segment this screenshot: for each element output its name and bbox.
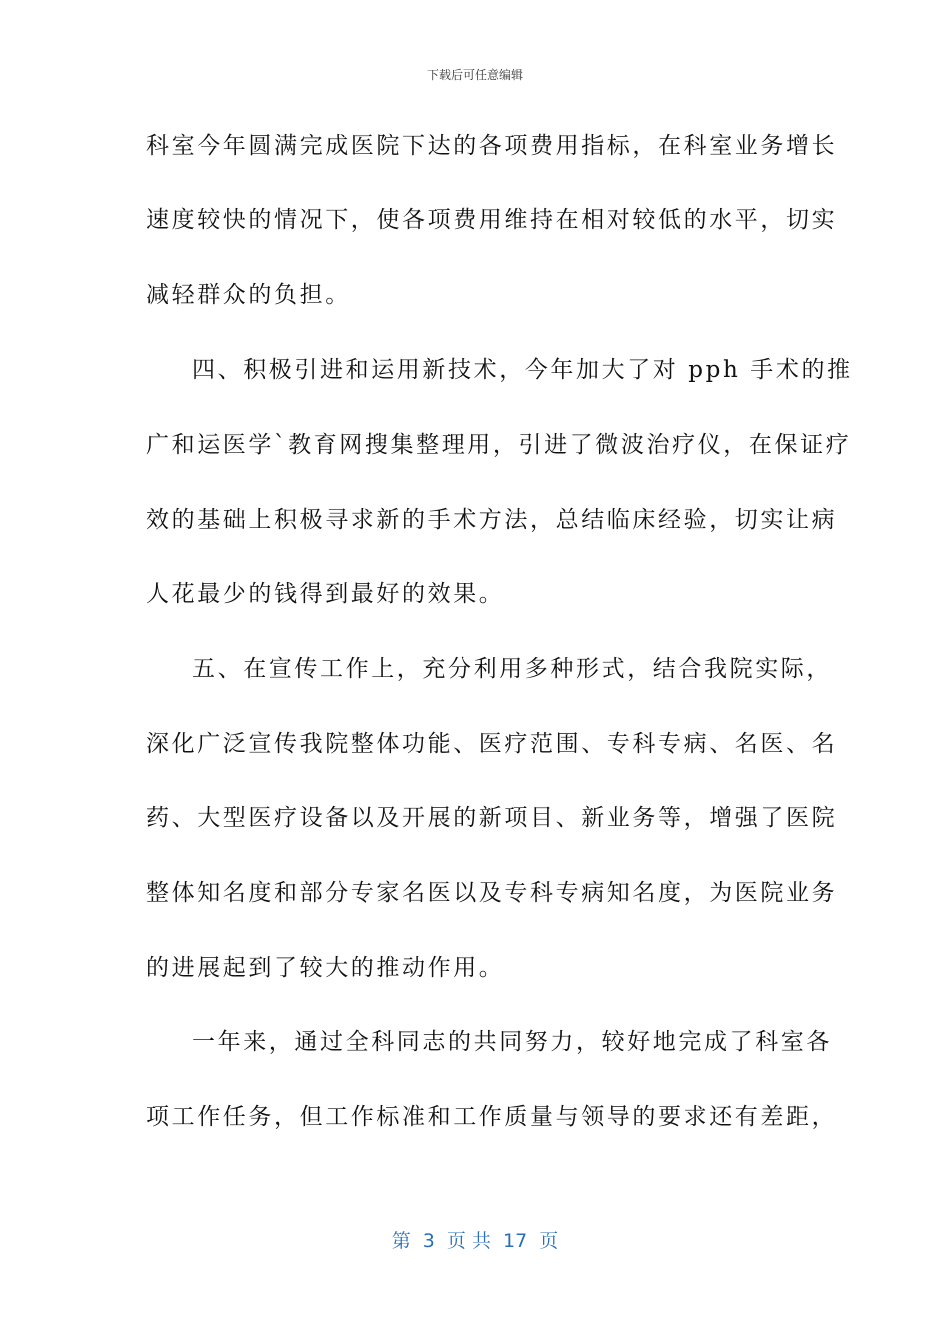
text-line: 科室今年圆满完成医院下达的各项费用指标，在科室业务增长	[146, 133, 838, 159]
paragraph-start-line: 五、在宣传工作上，充分利用多种形式，结合我院实际，	[192, 656, 832, 682]
paragraph-start-line: 四、积极引进和运用新技术，今年加大了对 pph 手术的推	[192, 357, 853, 383]
text-line: 人花最少的钱得到最好的效果。	[146, 581, 505, 607]
text-line: 的进展起到了较大的推动作用。	[146, 955, 505, 981]
page-number-footer: 第 3 页 共 17 页	[391, 1230, 559, 1252]
text-line: 药、大型医疗设备以及开展的新项目、新业务等，增强了医院	[146, 805, 838, 831]
text-line: 深化广泛宣传我院整体功能、医疗范围、专科专病、名医、名	[146, 731, 838, 757]
text-line: 项工作任务，但工作标准和工作质量与领导的要求还有差距，	[146, 1104, 838, 1130]
text-line: 效的基础上积极寻求新的手术方法，总结临床经验，切实让病	[146, 507, 838, 533]
page-header: 下载后可任意编辑	[426, 68, 523, 82]
text-line: 减轻群众的负担。	[146, 282, 351, 308]
paragraph-start-line: 一年来，通过全科同志的共同努力，较好地完成了科室各	[192, 1029, 832, 1055]
text-line: 整体知名度和部分专家名医以及专科专病知名度，为医院业务	[146, 880, 838, 906]
text-line: 速度较快的情况下，使各项费用维持在相对较低的水平，切实	[146, 207, 838, 233]
text-line: 广和运医学`教育网搜集整理用，引进了微波治疗仪，在保证疗	[146, 432, 852, 458]
